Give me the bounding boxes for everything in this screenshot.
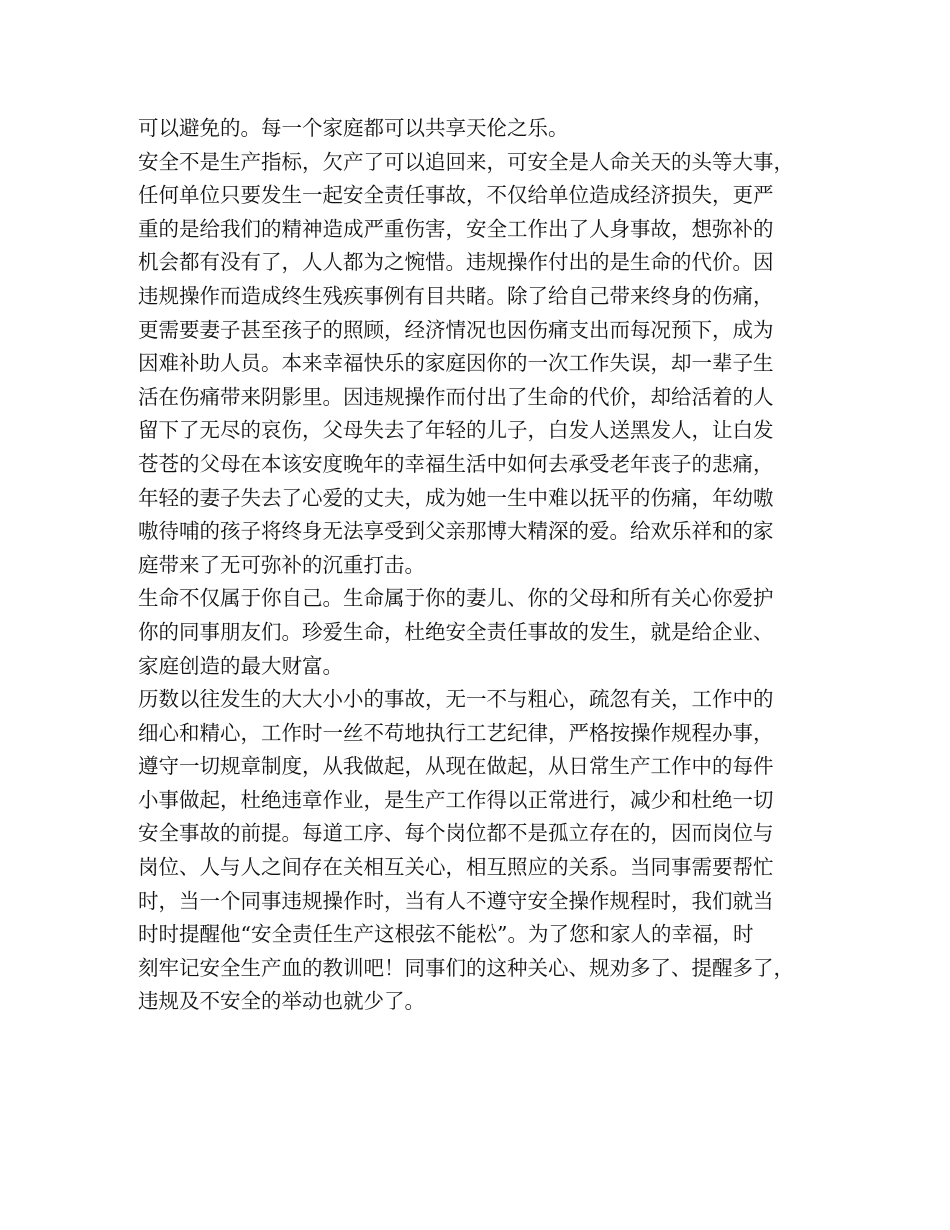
text-line: 时，当一个同事违规操作时，当有人不遵守安全操作规程时，我们就当 [138, 888, 774, 913]
body-text [138, 112, 838, 1019]
text-line: 更需要妻子甚至孩子的照顾，经济情况也因伤痛支出而每况预下，成为 [138, 317, 774, 342]
text-line: 可以避免的。每一个家庭都可以共享天伦之乐。 [138, 116, 569, 140]
text-line: 留下了无尽的哀伤，父母失去了年轻的儿子，白发人送黑发人，让白发 [138, 418, 774, 443]
text-line: 岗位、人与人之间存在关相互关心，相互照应的关系。当同事需要帮忙 [138, 855, 774, 880]
text-line: 细心和精心，工作时一丝不苟地执行工艺纪律，严格按操作规程办事， [138, 720, 774, 745]
text-line: 庭带来了无可弥补的沉重打击。 [138, 552, 425, 577]
text-line: 遵守一切规章制度，从我做起，从现在做起，从日常生产工作中的每件 [138, 754, 774, 779]
text-line: 家庭创造的最大财富。 [138, 653, 343, 678]
text-line: 违规操作而造成终生残疾事例有目共睹。除了给自己带来终身的伤痛， [138, 283, 774, 308]
text-line: 历数以往发生的大大小小的事故，无一不与粗心，疏忽有关，工作中的 [138, 687, 774, 712]
text-line: 任何单位只要发生一起安全责任事故，不仅给单位造成经济损失，更严 [138, 183, 774, 208]
text-line: 生命不仅属于你自己。生命属于你的妻儿、你的父母和所有关心你爱护 [138, 586, 774, 611]
text-line: 违规及不安全的举动也就少了。 [138, 989, 425, 1014]
text-line: 你的同事朋友们。珍爱生命，杜绝安全责任事故的发生，就是给企业、 [138, 619, 774, 644]
text-line: 活在伤痛带来阴影里。因违规操作而付出了生命的代价，却给活着的人 [138, 384, 774, 409]
text-line: 时时提醒他“安全责任生产这根弦不能松”。为了您和家人的幸福，时 [138, 922, 754, 947]
text-line: 小事做起，杜绝违章作业，是生产工作得以正常进行，减少和杜绝一切 [138, 787, 774, 812]
text-line: 重的是给我们的精神造成严重伤害，安全工作出了人身事故，想弥补的 [138, 216, 774, 241]
text-line: 因难补助人员。本来幸福快乐的家庭因你的一次工作失误，却一辈子生 [138, 351, 774, 376]
text-line: 安全事故的前提。每道工序、每个岗位都不是孤立存在的，因而岗位与 [138, 821, 774, 846]
text-line: 刻牢记安全生产血的教训吧！同事们的这种关心、规劝多了、提醒多了， [138, 955, 794, 980]
text-line: 苍苍的父母在本该安度晚年的幸福生活中如何去承受老年丧子的悲痛， [138, 451, 774, 476]
text-line: 嗷待哺的孩子将终身无法享受到父亲那博大精深的爱。给欢乐祥和的家 [138, 519, 774, 544]
text-line: 安全不是生产指标，欠产了可以追回来，可安全是人命关天的头等大事， [138, 149, 794, 174]
text-line: 机会都有没有了，人人都为之惋惜。违规操作付出的是生命的代价。因 [138, 250, 774, 275]
text-line: 年轻的妻子失去了心爱的丈夫，成为她一生中难以抚平的伤痛，年幼嗷 [138, 485, 774, 510]
